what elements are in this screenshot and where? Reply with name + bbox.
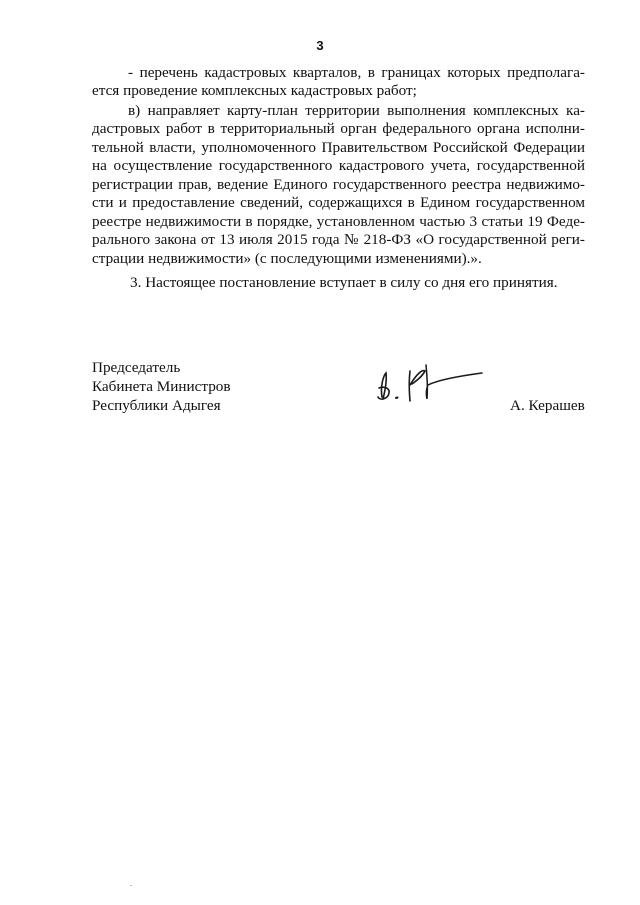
paragraph-2-line-3: тельной власти, уполномоченного Правительством Российской Федерации bbox=[92, 139, 585, 156]
paragraph-1-line-2: ется проведение комплексных кадастровых работ; bbox=[92, 82, 417, 99]
scan-artifact bbox=[130, 885, 132, 886]
paragraph-2-line-9: страции недвижимости» (с последующими изменениями).». bbox=[92, 250, 482, 267]
paragraph-2-line-7: реестре недвижимости в порядке, установленном частью 3 статьи 19 Феде- bbox=[92, 213, 585, 230]
signature-title-line-2: Кабинета Министров bbox=[92, 378, 231, 395]
paragraph-2-line-6: сти и предоставление сведений, содержащихся в Едином государственном bbox=[92, 194, 585, 211]
paragraph-2-line-5: регистрации прав, ведение Единого государственного реестра недвижимо- bbox=[92, 176, 585, 193]
paragraph-2-line-2: дастровых работ в территориальный орган федерального органа исполни- bbox=[92, 120, 585, 137]
paragraph-3-line-1: 3. Настоящее постановление вступает в силу со дня его принятия. bbox=[130, 274, 558, 291]
paragraph-1-line-1: - перечень кадастровых кварталов, в границах которых предполага- bbox=[128, 64, 585, 81]
handwritten-signature bbox=[370, 355, 488, 415]
signature-title-line-3: Республики Адыгея bbox=[92, 397, 221, 414]
page-number: 3 bbox=[316, 38, 324, 53]
signature-title-block bbox=[92, 358, 231, 415]
signer-name: А. Керашев bbox=[510, 397, 585, 414]
paragraph-2-line-8: рального закона от 13 июля 2015 года № 218-ФЗ «О государственной реги- bbox=[92, 231, 585, 248]
paragraph-2-line-1: в) направляет карту-план территории выполнения комплексных ка- bbox=[128, 102, 585, 119]
paragraph-2-line-4: на осуществление государственного кадастрового учета, государственной bbox=[92, 157, 585, 174]
signature-title-line-1: Председатель bbox=[92, 359, 181, 376]
